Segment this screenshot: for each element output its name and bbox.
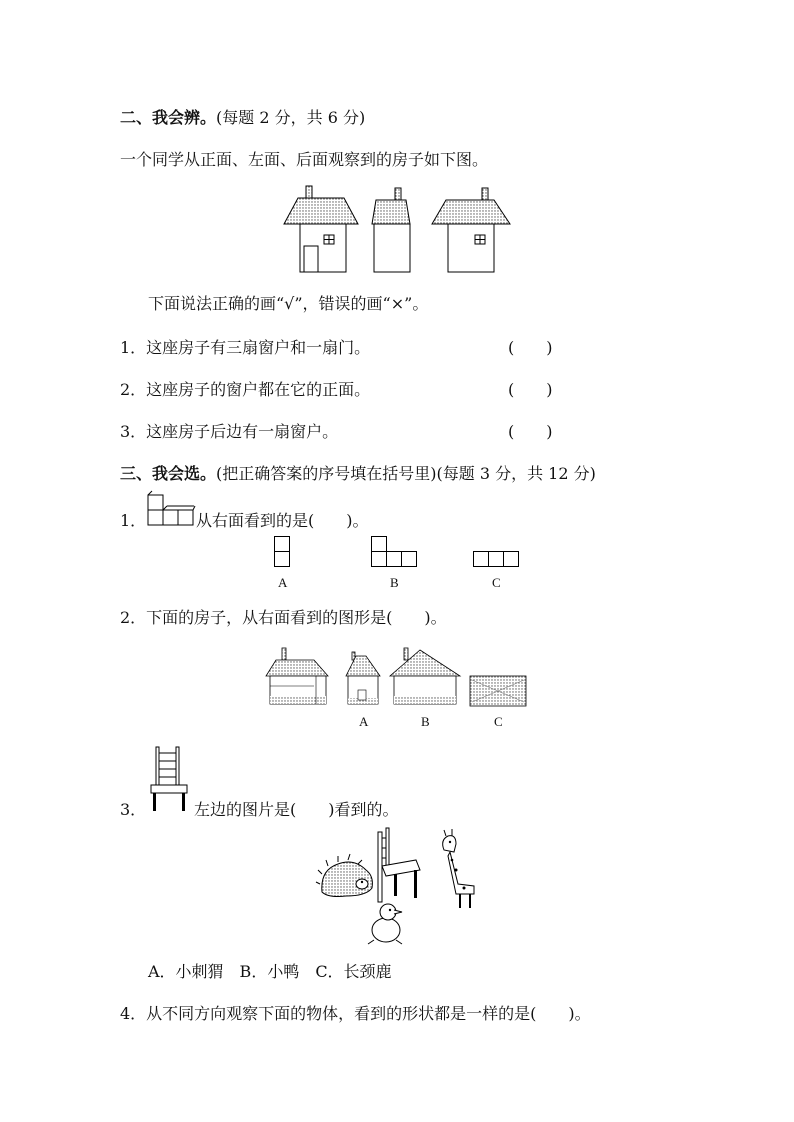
q2-option-b-label[interactable]: B <box>421 714 430 729</box>
cube-stack-icon <box>147 494 195 526</box>
q1-option-b-label[interactable]: B <box>390 575 399 590</box>
q2-text: 2．下面的房子，从右面看到的图形是( )。 <box>120 608 447 627</box>
chair-back-view-icon <box>150 745 190 813</box>
section3-heading-score: (把正确答案的序号填在括号里)(每题 3 分，共 12 分) <box>216 464 596 483</box>
answer-blank-2[interactable]: ( ) <box>508 380 553 399</box>
house-back-view <box>432 188 510 272</box>
q1-number: 1． <box>120 511 147 530</box>
section2-instruction: 下面说法正确的画“√”，错误的画“×”。 <box>148 294 429 313</box>
q2-option-a-figure <box>346 652 380 704</box>
giraffe-icon <box>443 829 474 908</box>
section2-item-3: 3．这座房子后边有一扇窗户。 <box>120 422 339 441</box>
hedgehog-icon <box>316 854 372 897</box>
q2-house-figure <box>266 646 530 710</box>
section3-heading <box>120 464 596 484</box>
section2-item-1: 1．这座房子有三扇窗户和一扇门。 <box>120 338 371 357</box>
house-views-figure <box>284 186 534 274</box>
q2-option-c-figure <box>470 676 526 706</box>
q3-number: 3． <box>120 800 147 819</box>
house-front-view <box>284 186 358 272</box>
house-left-view <box>372 188 410 272</box>
section3-heading-title: 三、我会选。 <box>120 464 217 483</box>
q1-option-b-figure <box>371 536 419 568</box>
q2-option-b-figure <box>390 648 460 704</box>
q1-text: 从右面看到的是( )。 <box>196 511 369 530</box>
q1-option-a-figure <box>274 536 290 568</box>
answer-blank-3[interactable]: ( ) <box>508 422 553 441</box>
section2-heading <box>120 108 365 128</box>
section2-item-2: 2．这座房子的窗户都在它的正面。 <box>120 380 371 399</box>
q1-option-c-figure <box>473 551 521 567</box>
q4-text: 4．从不同方向观察下面的物体，看到的形状都是一样的是( )。 <box>120 1004 591 1023</box>
chair-side-icon <box>378 828 420 902</box>
q3-text: 左边的图片是( )看到的。 <box>194 800 399 819</box>
q2-option-a-label[interactable]: A <box>359 714 369 729</box>
q3-choices: A．小刺猬 B．小鸭 C．长颈鹿 <box>148 962 392 981</box>
q1-option-a-label[interactable]: A <box>278 575 288 590</box>
section2-intro: 一个同学从正面、左面、后面观察到的房子如下图。 <box>120 150 489 169</box>
q2-main-house <box>266 648 328 704</box>
q2-option-c-label[interactable]: C <box>494 714 503 729</box>
section2-heading-score: (每题 2 分，共 6 分) <box>216 108 366 127</box>
q3-animals-chair-figure <box>316 826 496 950</box>
answer-blank-1[interactable]: ( ) <box>508 338 553 357</box>
duck-icon <box>368 904 402 944</box>
q1-option-c-label[interactable]: C <box>492 575 501 590</box>
section2-heading-title: 二、我会辨。 <box>120 108 217 127</box>
